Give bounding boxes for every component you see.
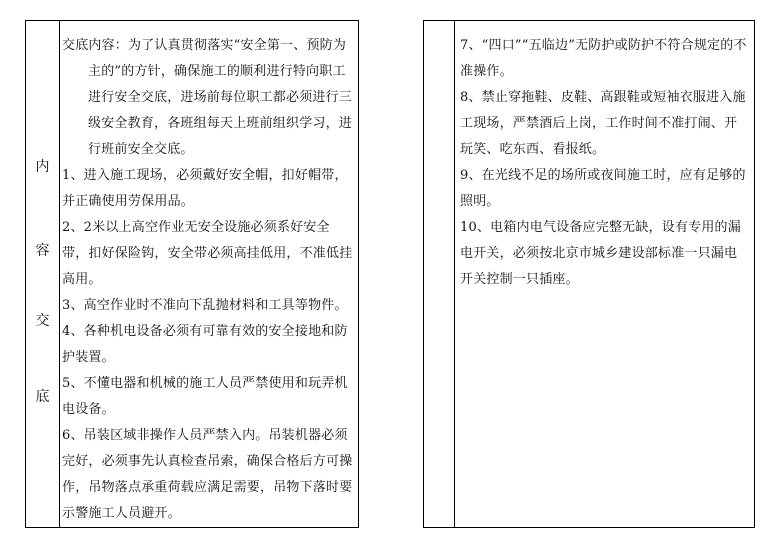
left-page-table [25,20,359,528]
right-page-table [423,20,755,528]
left-content [62,33,354,527]
label-char-rong: 容 [35,243,50,259]
rule-item-3: 3、高空作业时不准向下乱抛材料和工具等物件。 [62,298,348,313]
section-label-column [26,21,60,527]
rule-item-10: 10、电箱内电气设备应完整无缺，设有专用的漏电开关，必须按北京市城乡建设部标准一只漏电开关控制一只插座。 [460,220,741,287]
intro-paragraph: 交底内容：为了认真贯彻落实“安全第一、预防为主的”的方针，确保施工的顺利进行特向职工进行安全交底，进场前每位职工都必须进行三级安全教育，各班组每天上班前组织学习，进行班前安全交底。 [62,38,353,157]
rule-item-2: 2、2米以上高空作业无安全设施必须系好安全带，扣好保险钩，安全带必须高挂低用，不准低挂高用。 [62,220,353,287]
label-char-jiao: 交 [35,313,50,329]
rule-item-6: 6、吊装区域非操作人员严禁入内。吊装机器必须完好，必须事先认真检查吊索，确保合格后方可操作，吊物落点承重荷载应满足需要，吊物下落时要示警施工人员避开。 [62,428,353,521]
rule-item-7: 7、“四口”“五临边”无防护或防护不符合规定的不准操作。 [460,38,747,79]
rule-item-9: 9、在光线不足的场所或夜间施工时，应有足够的照明。 [460,168,746,209]
label-char-di: 底 [35,389,50,405]
rule-item-5: 5、不懂电器和机械的施工人员严禁使用和玩弄机电设备。 [62,376,348,417]
label-char-nei: 内 [35,159,50,175]
right-label-column [424,21,455,527]
rule-item-8: 8、禁止穿拖鞋、皮鞋、高跟鞋或短袖衣服进入施工现场，严禁酒后上岗，工作时间不准打闹、开玩笑、吃东西、看报纸。 [460,90,746,157]
rule-item-1: 1、进入施工现场，必须戴好安全帽，扣好帽带，并正确使用劳保用品。 [62,168,348,209]
right-content [460,33,750,293]
rule-item-4: 4、各种机电设备必须有可靠有效的安全接地和防护装置。 [62,324,348,365]
